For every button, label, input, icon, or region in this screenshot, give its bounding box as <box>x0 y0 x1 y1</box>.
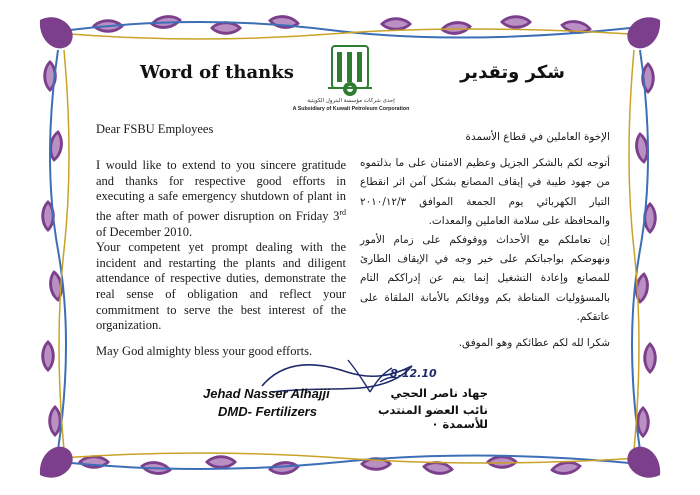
signer-title-english: DMD- Fertilizers <box>218 404 317 419</box>
english-paragraph-2: Your competent yet prompt dealing with the incident and restarting the plants and diligent attendance of respective duties, demonstrate the real sense of obligation and reflect your commitment to serve the best interest of the organization. <box>96 240 346 333</box>
title-arabic: شكر وتقدير <box>460 62 565 83</box>
arabic-paragraph-1: أتوجه لكم بالشكر الجزيل وعظيم الامتنان على ما بذلتموه من جهود طيبة في إيقاف المصانع بشكل آمن اثر انقطاع التيار الكهربائي يوم الجمعة الموافق ٢٠١٠/١٢/٣ والمحافظة على سلامة العاملين والمعدات. <box>360 157 610 227</box>
english-paragraph-1: I would like to extend to you sincere gratitude and thanks for respective good efforts in executing a safe emergency shutdown of plant in the after math of power disruption on Friday 3rd of December 2010. <box>96 158 346 239</box>
title-english: Word of thanks <box>140 62 294 83</box>
arabic-paragraph-2: إن تعاملكم مع الأحداث ووقوفكم على زمام الأمور ونهوضكم بواجباتكم على خير وجه في الإيقاف الطارئ للمصانع وإعادة التشغيل إنما ينم عن إدراككم التام بالمسؤوليات المناطة بكم ووفائكم بالأمانة الملقاة على عاتقكم. <box>360 234 610 323</box>
frame-bottom-border <box>60 453 640 477</box>
blessing-english: May God almighty bless your good efforts. <box>96 344 313 358</box>
thanks-arabic: شكرا لله لكم عطائكم وهو الموفق. <box>458 337 610 349</box>
arabic-body <box>360 128 610 327</box>
signer-title-arabic: نائب العضو المنتدب للأسمدة ٠ <box>378 403 488 431</box>
frame-left-border <box>41 50 69 450</box>
salutation-english: Dear FSBU Employees <box>96 122 214 136</box>
english-body <box>96 158 346 334</box>
logo-caption-english: A Subsidiary of Kuwait Petroleum Corporation <box>292 106 410 112</box>
signer-name-arabic: جهاد ناصر الحجي <box>390 386 488 400</box>
frame-top-border <box>70 13 630 39</box>
ordinal-suffix: rd <box>339 207 346 217</box>
signer-name-english: Jehad Nasser Alhajji <box>203 386 330 401</box>
logo-caption-arabic: إحدى شركات مؤسسة البترول الكويتية <box>307 98 395 104</box>
greeting-arabic: الإخوة العاملين في قطاع الأسمدة <box>465 131 610 143</box>
signature-date: 8.12.10 <box>390 367 437 380</box>
pic-logo-icon <box>322 42 378 98</box>
frame-right-border <box>629 50 657 450</box>
